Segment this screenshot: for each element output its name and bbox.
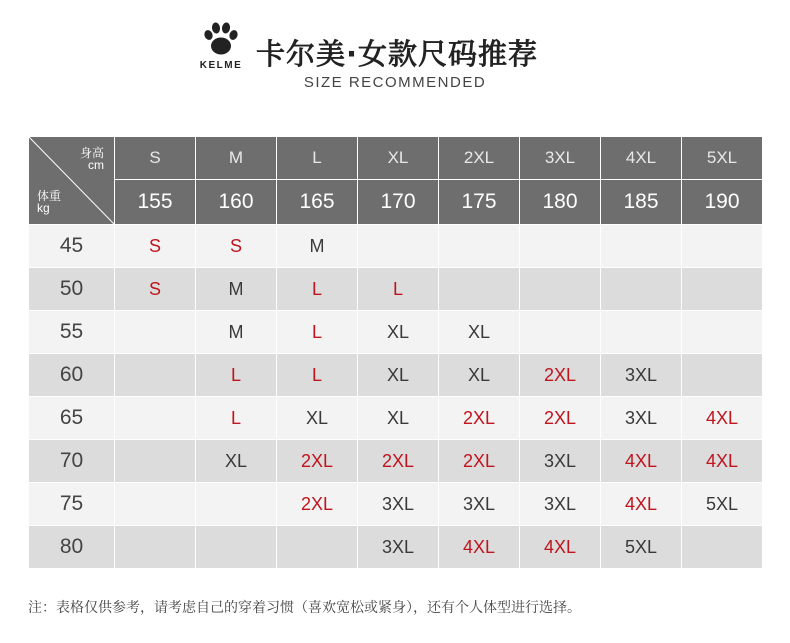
size-cell — [520, 268, 601, 311]
size-cell — [196, 483, 277, 526]
size-cell: XL — [358, 354, 439, 397]
size-cell — [601, 311, 682, 354]
size-header-row — [29, 137, 763, 180]
size-cell: 3XL — [358, 526, 439, 569]
size-cell — [358, 225, 439, 268]
brand-wordmark: KELME — [199, 60, 243, 71]
height-header-cell: 155 — [115, 180, 196, 225]
table-row — [29, 526, 763, 569]
table-row — [29, 311, 763, 354]
weight-cell: 70 — [29, 440, 115, 483]
weight-cell: 65 — [29, 397, 115, 440]
size-cell: 3XL — [520, 440, 601, 483]
height-header-cell: 185 — [601, 180, 682, 225]
size-cell: 2XL — [358, 440, 439, 483]
size-cell: 2XL — [439, 397, 520, 440]
size-cell — [115, 440, 196, 483]
size-header-cell: S — [115, 137, 196, 180]
size-cell — [277, 526, 358, 569]
size-cell — [682, 526, 763, 569]
size-cell — [439, 268, 520, 311]
size-cell: L — [196, 397, 277, 440]
height-header-cell: 160 — [196, 180, 277, 225]
paw-print-icon — [202, 20, 240, 58]
size-chart-table — [28, 136, 763, 569]
weight-cell: 80 — [29, 526, 115, 569]
size-cell: 2XL — [277, 440, 358, 483]
size-cell — [601, 225, 682, 268]
size-cell: 3XL — [601, 397, 682, 440]
page-title: 卡尔美·女款尺码推荐 — [256, 37, 539, 71]
size-cell: 4XL — [601, 440, 682, 483]
size-cell: L — [277, 311, 358, 354]
size-cell: XL — [358, 397, 439, 440]
size-cell: XL — [358, 311, 439, 354]
size-cell — [115, 311, 196, 354]
table-row — [29, 440, 763, 483]
table-corner-cell — [29, 137, 115, 225]
size-cell: 4XL — [682, 440, 763, 483]
size-cell — [115, 526, 196, 569]
size-cell: 3XL — [520, 483, 601, 526]
weight-cell: 45 — [29, 225, 115, 268]
size-cell — [520, 225, 601, 268]
table-row — [29, 268, 763, 311]
size-cell: 2XL — [520, 354, 601, 397]
size-header-cell: XL — [358, 137, 439, 180]
size-cell: M — [196, 268, 277, 311]
size-cell: 4XL — [682, 397, 763, 440]
size-cell: L — [277, 268, 358, 311]
size-cell — [682, 268, 763, 311]
size-cell: XL — [439, 311, 520, 354]
header — [0, 14, 790, 104]
size-cell: L — [196, 354, 277, 397]
size-header-cell: M — [196, 137, 277, 180]
weight-cell: 50 — [29, 268, 115, 311]
size-header-cell: 3XL — [520, 137, 601, 180]
weight-cell: 75 — [29, 483, 115, 526]
size-header-cell: 4XL — [601, 137, 682, 180]
height-header-cell: 180 — [520, 180, 601, 225]
height-header-cell: 190 — [682, 180, 763, 225]
table-row — [29, 225, 763, 268]
table-row — [29, 354, 763, 397]
size-cell: M — [196, 311, 277, 354]
size-cell — [115, 397, 196, 440]
size-cell: S — [115, 225, 196, 268]
page-subtitle: SIZE RECOMMENDED — [303, 74, 487, 91]
size-cell: L — [358, 268, 439, 311]
size-header-cell: 2XL — [439, 137, 520, 180]
size-cell: 2XL — [277, 483, 358, 526]
size-cell: 5XL — [682, 483, 763, 526]
height-header-cell: 170 — [358, 180, 439, 225]
kelme-logo — [190, 20, 252, 78]
table-row — [29, 397, 763, 440]
size-cell — [682, 225, 763, 268]
height-header-row — [29, 180, 763, 225]
corner-weight-label: 体重 kg — [37, 189, 62, 215]
size-header-cell: L — [277, 137, 358, 180]
corner-height-label: 身高 cm — [79, 146, 104, 172]
size-cell: 3XL — [439, 483, 520, 526]
size-cell: 3XL — [601, 354, 682, 397]
size-header-cell: 5XL — [682, 137, 763, 180]
size-cell: S — [115, 268, 196, 311]
weight-cell: 60 — [29, 354, 115, 397]
size-cell: 4XL — [520, 526, 601, 569]
size-cell: 5XL — [601, 526, 682, 569]
size-cell: 3XL — [358, 483, 439, 526]
size-cell — [196, 526, 277, 569]
size-cell — [682, 354, 763, 397]
height-header-cell: 165 — [277, 180, 358, 225]
size-cell: XL — [196, 440, 277, 483]
size-cell: M — [277, 225, 358, 268]
size-cell — [115, 354, 196, 397]
size-cell: 2XL — [439, 440, 520, 483]
size-cell: 4XL — [601, 483, 682, 526]
size-cell: 2XL — [520, 397, 601, 440]
size-cell: S — [196, 225, 277, 268]
size-cell: XL — [277, 397, 358, 440]
weight-cell: 55 — [29, 311, 115, 354]
size-cell: XL — [439, 354, 520, 397]
size-cell: L — [277, 354, 358, 397]
size-cell — [520, 311, 601, 354]
height-header-cell: 175 — [439, 180, 520, 225]
size-cell — [601, 268, 682, 311]
table-row — [29, 483, 763, 526]
size-cell — [439, 225, 520, 268]
size-cell: 4XL — [439, 526, 520, 569]
size-cell — [682, 311, 763, 354]
size-cell — [115, 483, 196, 526]
footer-note: 注：表格仅供参考，请考虑自己的穿着习惯（喜欢宽松或紧身），还有个人体型进行选择。 — [28, 600, 581, 616]
